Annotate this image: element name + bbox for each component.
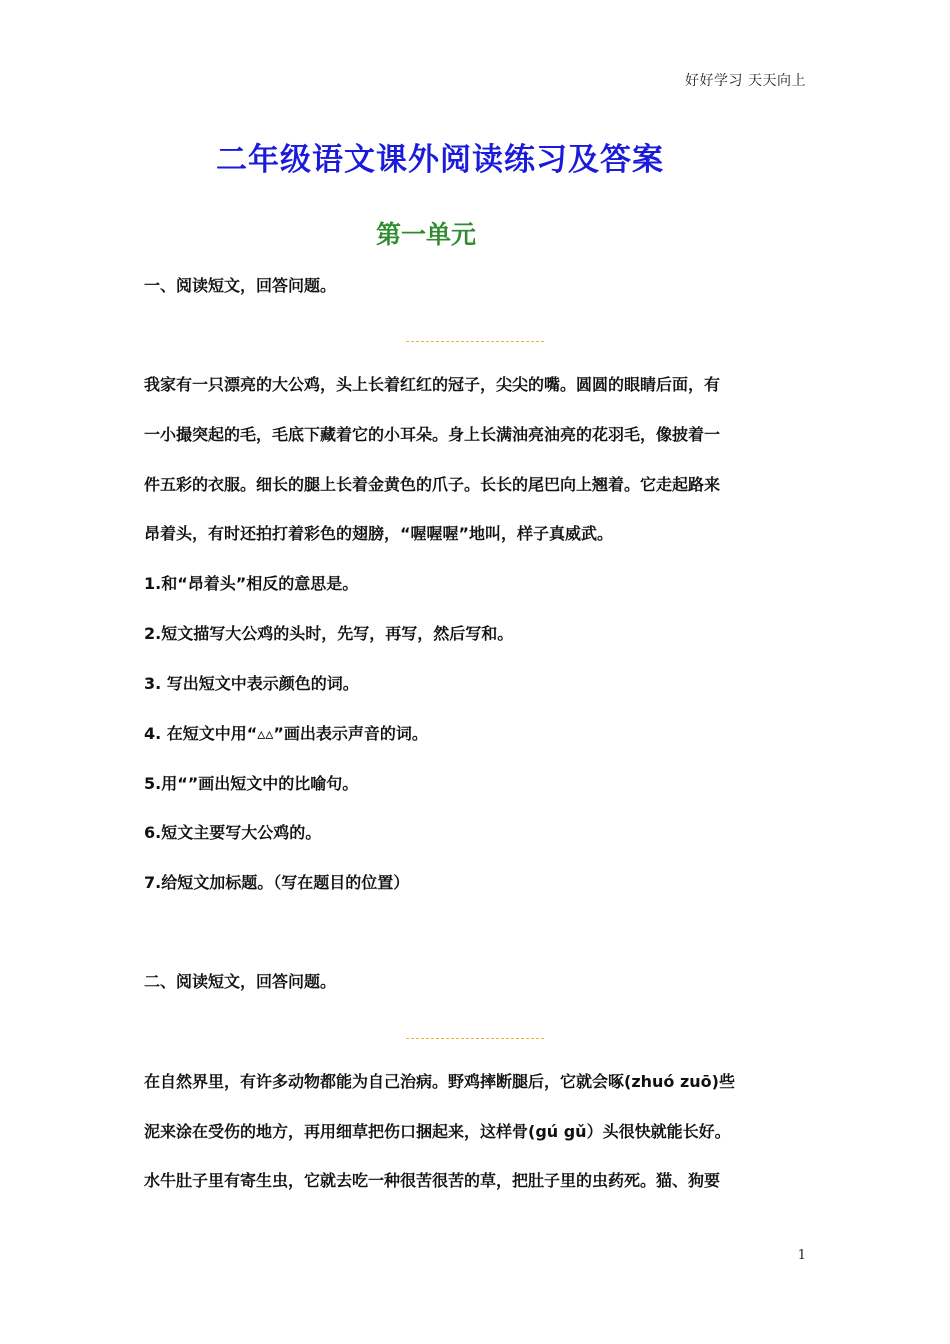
question-5: 5.用“”画出短文中的比喻句。 [144, 774, 359, 793]
passage-line: 一小撮突起的毛，毛底下藏着它的小耳朵。身上长满油亮油亮的花羽毛，像披着一 [144, 425, 721, 444]
question-2: 2.短文描写大公鸡的头时，先写，再写，然后写和。 [144, 624, 514, 643]
passage-line: 昂着头，有时还拍打着彩色的翅膀，“喔喔喔”地叫，样子真威武。 [144, 524, 614, 543]
title-blank-line [406, 341, 544, 342]
passage-line: 我家有一只漂亮的大公鸡，头上长着红红的冠子，尖尖的嘴。圆圆的眼睛后面，有 [144, 375, 721, 394]
passage-line: 在自然界里，有许多动物都能为自己治病。野鸡摔断腿后，它就会啄(zhuó zuō)些 [144, 1072, 735, 1091]
page-number: 1 [797, 1248, 806, 1263]
unit-title: 第一单元 [375, 220, 476, 249]
question-3: 3. 写出短文中表示颜色的词。 [144, 674, 359, 693]
title-blank-line [406, 1038, 544, 1039]
page-header: 好好学习 天天向上 [685, 73, 806, 89]
question-6: 6.短文主要写大公鸡的。 [144, 823, 322, 842]
question-4: 4. 在短文中用“▵▵”画出表示声音的词。 [144, 724, 428, 743]
section1-heading: 一、阅读短文，回答问题。 [144, 276, 337, 295]
section2-heading: 二、阅读短文，回答问题。 [144, 972, 337, 991]
passage-line: 水牛肚子里有寄生虫，它就去吃一种很苦很苦的草，把肚子里的虫药死。猫、狗要 [144, 1171, 721, 1190]
question-7: 7.给短文加标题。（写在题目的位置） [144, 873, 410, 892]
question-1: 1.和“昂着头”相反的意思是。 [144, 574, 359, 593]
document-title: 二年级语文课外阅读练习及答案 [216, 142, 664, 178]
passage-line: 件五彩的衣服。细长的腿上长着金黄色的爪子。长长的尾巴向上翘着。它走起路来 [144, 475, 721, 494]
passage-line: 泥来涂在受伤的地方，再用细草把伤口捆起来，这样骨(gú gǔ）头很快就能长好。 [144, 1122, 731, 1141]
